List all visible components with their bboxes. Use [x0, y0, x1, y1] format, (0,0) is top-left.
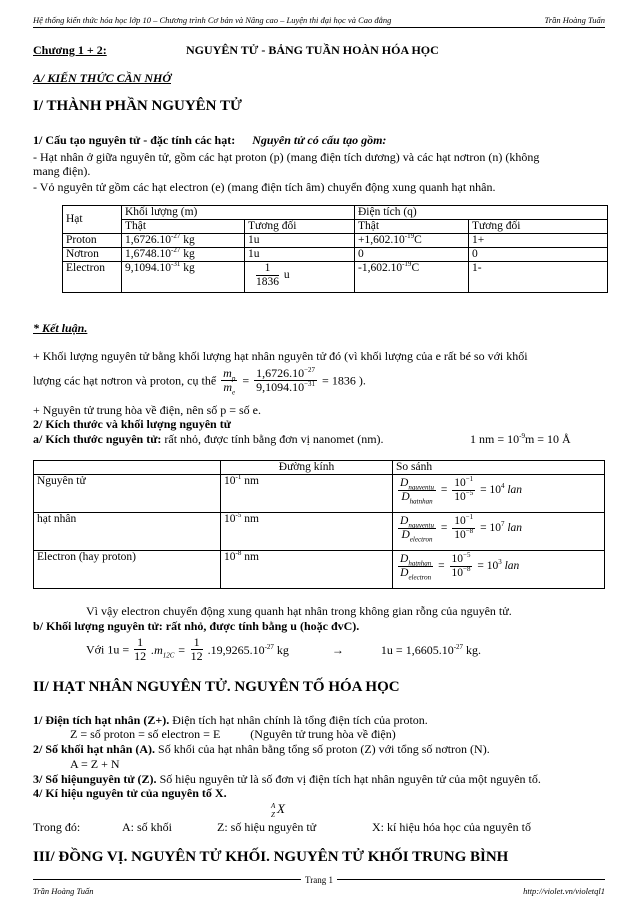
- section-2-heading: II/ HẠT NHÂN NGUYÊN TỬ. NGUYÊN TỐ HÓA HỌC: [33, 679, 400, 695]
- atomic-number-line: 3/ Số hiệunguyên tử (Z). Số hiệu nguyên tử là số đơn vị điện tích hạt nhân nguyên tử của một nguyên tố.: [33, 772, 541, 786]
- size-line: a/ Kích thước nguyên tử: rất nhỏ, được tính bằng đơn vị nanomet (nm).: [33, 432, 384, 446]
- element-symbol: A Z X: [271, 801, 285, 819]
- size-table: [33, 460, 605, 589]
- legend-x: X: kí hiệu hóa học của nguyên tố: [372, 820, 531, 834]
- a-equation: A = Z + N: [70, 757, 120, 771]
- conclusion-heading: * Kết luận.: [33, 321, 88, 335]
- cell-rel-charge: 0: [469, 248, 608, 262]
- th-charge: Điện tích (q): [355, 206, 608, 220]
- cell-rel-mass: $\frac{1}{1836}$ u: [245, 262, 355, 293]
- cell-compare: $\frac{D_{nguyentu}}{D_{electron}}$ = $\frac{10^{-1}}{10^{-8}}$ = $10^7$ lan: [393, 513, 605, 551]
- cell-name: Nguyên tử: [34, 475, 221, 513]
- paragraph-nucleus-2: mang điện).: [33, 164, 91, 178]
- subsection-1-title: 1/ Cấu tạo nguyên tử - đặc tính các hạt:: [33, 133, 236, 147]
- subsection-mass-title: b/ Khối lượng nguyên tử: rất nhỏ, được tính bằng u (hoặc đvC).: [33, 619, 360, 633]
- section-a-heading: A/ KIẾN THỨC CẦN NHỚ: [33, 71, 171, 85]
- cell-name: hạt nhân: [34, 513, 221, 551]
- page-number: Trang 1: [0, 873, 638, 887]
- page-header-left: Hệ thống kiến thức hóa học lớp 10 – Chương trình Cơ bản và Nâng cao – Luyện thi đại học và Cao đẳng: [33, 15, 392, 25]
- footer-left: Trần Hoàng Tuấn: [33, 886, 94, 896]
- th-mass: Khối lượng (m): [122, 206, 355, 220]
- subsection-2-title: 2/ Kích thước và khối lượng nguyên tử: [33, 417, 231, 431]
- table-row: [34, 513, 605, 551]
- particle-table: [62, 205, 608, 293]
- empty-space-note: Vì vậy electron chuyển động xung quanh hạt nhân trong không gian rỗng của nguyên tử.: [86, 604, 512, 618]
- cell-charge: $+1,602.10^{-19}C$: [355, 234, 469, 248]
- table-row: [34, 475, 605, 513]
- th-compare: So sánh: [393, 461, 605, 475]
- header-rule: [33, 27, 605, 28]
- nm-conversion: 1 nm = $10^{-9}m = 10$ Å: [470, 432, 571, 446]
- mass-number-line: 2/ Số khối hạt nhân (A). Số khối của hạt nhân bằng tổng số proton (Z) với tổng số nơtron (N).: [33, 742, 490, 756]
- cell-mass: $1,6748.10^{-27}$ kg: [122, 248, 245, 262]
- u-definition: Với 1u = $\frac{1}{12}$ $.m_{12C}$ = $\frac{1}{12}$ $.19,9265.10^{-27}$ kg → $1u = 1,6605.10^{-27}$ kg.: [86, 635, 482, 663]
- symbol-heading: 4/ Kí hiệu nguyên tử của nguyên tố X.: [33, 786, 227, 800]
- th-diameter: Đường kính: [221, 461, 393, 475]
- cell-charge: $-1,602.10^{-19}C$: [355, 262, 469, 293]
- chapter-title: NGUYÊN TỬ - BẢNG TUẦN HOÀN HÓA HỌC: [186, 43, 439, 57]
- cell-mass: $1,6726.10^{-27}$ kg: [122, 234, 245, 248]
- z-equation: Z = số proton = số electron = E (Nguyên tử trung hòa về điện): [70, 727, 396, 741]
- page-header-right: Trần Hoàng Tuấn: [544, 15, 605, 25]
- th-charge-real: Thật: [355, 220, 469, 234]
- nuclear-charge-line: 1/ Điện tích hạt nhân (Z+). Điện tích hạt nhân chính là tổng điện tích của proton.: [33, 713, 428, 727]
- conclusion-line-3: + Nguyên tử trung hòa về điện, nên số p = số e.: [33, 403, 261, 417]
- table-row: [63, 234, 608, 248]
- footer-right: http://violet.vn/violetql1: [523, 886, 605, 896]
- th-mass-rel: Tương đối: [245, 220, 355, 234]
- cell-name: Electron: [63, 262, 122, 293]
- conclusion-line-1: + Khối lượng nguyên tử bằng khối lượng hạt nhân nguyên tử đó (vì khối lượng của e rất bé so với khối: [33, 349, 528, 363]
- legend-a: A: số khối: [122, 820, 173, 834]
- section-1-intro: [33, 133, 386, 147]
- th-blank: [34, 461, 221, 475]
- cell-rel-mass: 1u: [245, 248, 355, 262]
- cell-name: Electron (hay proton): [34, 551, 221, 589]
- section-1-heading: I/ THÀNH PHẦN NGUYÊN TỬ: [33, 98, 242, 114]
- table-row: [34, 551, 605, 589]
- cell-rel-mass: 1u: [245, 234, 355, 248]
- table-row: [63, 262, 608, 293]
- cell-mass: $9,1094.10^{-31}$ kg: [122, 262, 245, 293]
- paragraph-shell: - Vỏ nguyên tử gồm các hạt electron (e) (mang điện tích âm) chuyển động xung quanh hạt nhân.: [33, 180, 496, 194]
- th-charge-rel: Tương đối: [469, 220, 608, 234]
- cell-charge: 0: [355, 248, 469, 262]
- cell-diameter: $10^{-1}$ nm: [221, 475, 393, 513]
- cell-name: Nơtron: [63, 248, 122, 262]
- cell-diameter: $10^{-5}$ nm: [221, 513, 393, 551]
- th-particle: Hạt: [63, 206, 122, 234]
- cell-diameter: $10^{-8}$ nm: [221, 551, 393, 589]
- legend-z: Z: số hiệu nguyên tử: [217, 820, 317, 834]
- legend-label: Trong đó:: [33, 820, 81, 834]
- table-row: [63, 248, 608, 262]
- cell-compare: $\frac{D_{nguyentu}}{D_{hatnhan}}$ = $\frac{10^{-1}}{10^{-5}}$ = $10^4$ lan: [393, 475, 605, 513]
- cell-name: Proton: [63, 234, 122, 248]
- mass-value-fraction: $\frac{1,6726.10^{-27}}{9,1094.10^{-31}}$: [256, 366, 316, 394]
- cell-rel-charge: 1+: [469, 234, 608, 248]
- chapter-label: Chương 1 + 2:: [33, 43, 107, 57]
- section-3-heading: III/ ĐỒNG VỊ. NGUYÊN TỬ KHỐI. NGUYÊN TỬ KHỐI TRUNG BÌNH: [33, 849, 509, 865]
- conclusion-line-2: lượng các hạt nơtron và proton, cụ thể $\frac{m_p}{m_e}$ = $\frac{1,6726.10^{-27}}{9,1094.10^{-31}}$ = 1836 ).: [33, 366, 366, 397]
- subsection-1-note: Nguyên tử có cấu tạo gồm:: [252, 133, 387, 147]
- paragraph-nucleus-1: - Hạt nhân ở giữa nguyên tử, gồm các hạt proton (p) (mang điện tích dương) và các hạt nơtron (n) (không: [33, 150, 540, 164]
- th-mass-real: Thật: [122, 220, 245, 234]
- cell-compare: $\frac{D_{hatnhan}}{D_{electron}}$ = $\frac{10^{-5}}{10^{-8}}$ = $10^3$ lan: [393, 551, 605, 589]
- cell-rel-charge: 1-: [469, 262, 608, 293]
- mass-ratio-fraction: $\frac{m_p}{m_e}$: [223, 366, 236, 397]
